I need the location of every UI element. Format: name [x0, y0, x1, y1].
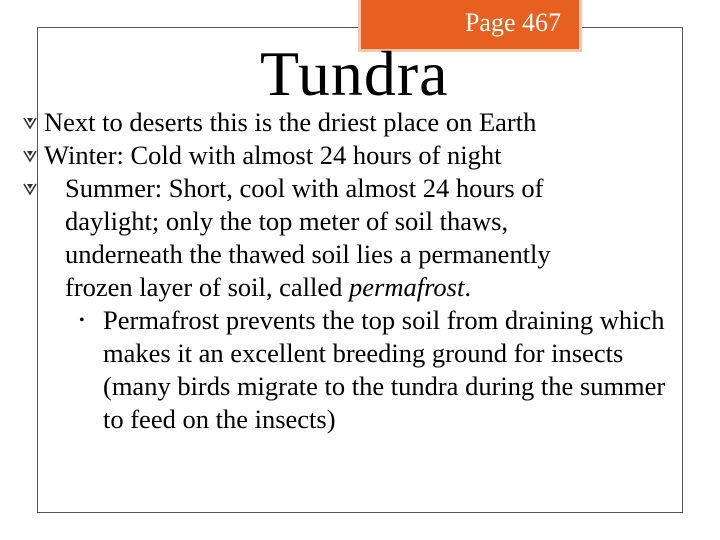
bullet-text: Summer: Short, cool with almost 24 hours of daylight; only the top meter of soil thaws, underneath the thawed soil lies a permanently frozen layer of soil, called	[65, 173, 551, 302]
sub-bullet-item	[22, 304, 712, 436]
page-number-label: Page 467	[464, 8, 561, 37]
bullet-item	[22, 139, 712, 172]
dot-bullet-icon: •	[79, 312, 85, 329]
checkmark-diamond-icon	[22, 139, 38, 172]
bullet-list	[22, 106, 712, 436]
checkmark-diamond-icon	[22, 172, 38, 205]
bullet-text-end: .	[464, 272, 471, 302]
bullet-text: Winter: Cold with almost 24 hours of night	[44, 140, 502, 170]
bullet-item	[22, 106, 712, 139]
bullet-item	[22, 172, 712, 304]
slide-title: Tundra	[260, 38, 449, 109]
sub-bullet-text: Permafrost prevents the top soil from draining which makes it an excellent breeding ground for insects (many birds migrate to the tundra during the summer to feed on the insects)	[103, 305, 666, 434]
checkmark-diamond-icon	[22, 106, 38, 139]
bullet-text: Next to deserts this is the driest place on Earth	[44, 107, 537, 137]
permafrost-term: permafrost	[349, 272, 465, 302]
